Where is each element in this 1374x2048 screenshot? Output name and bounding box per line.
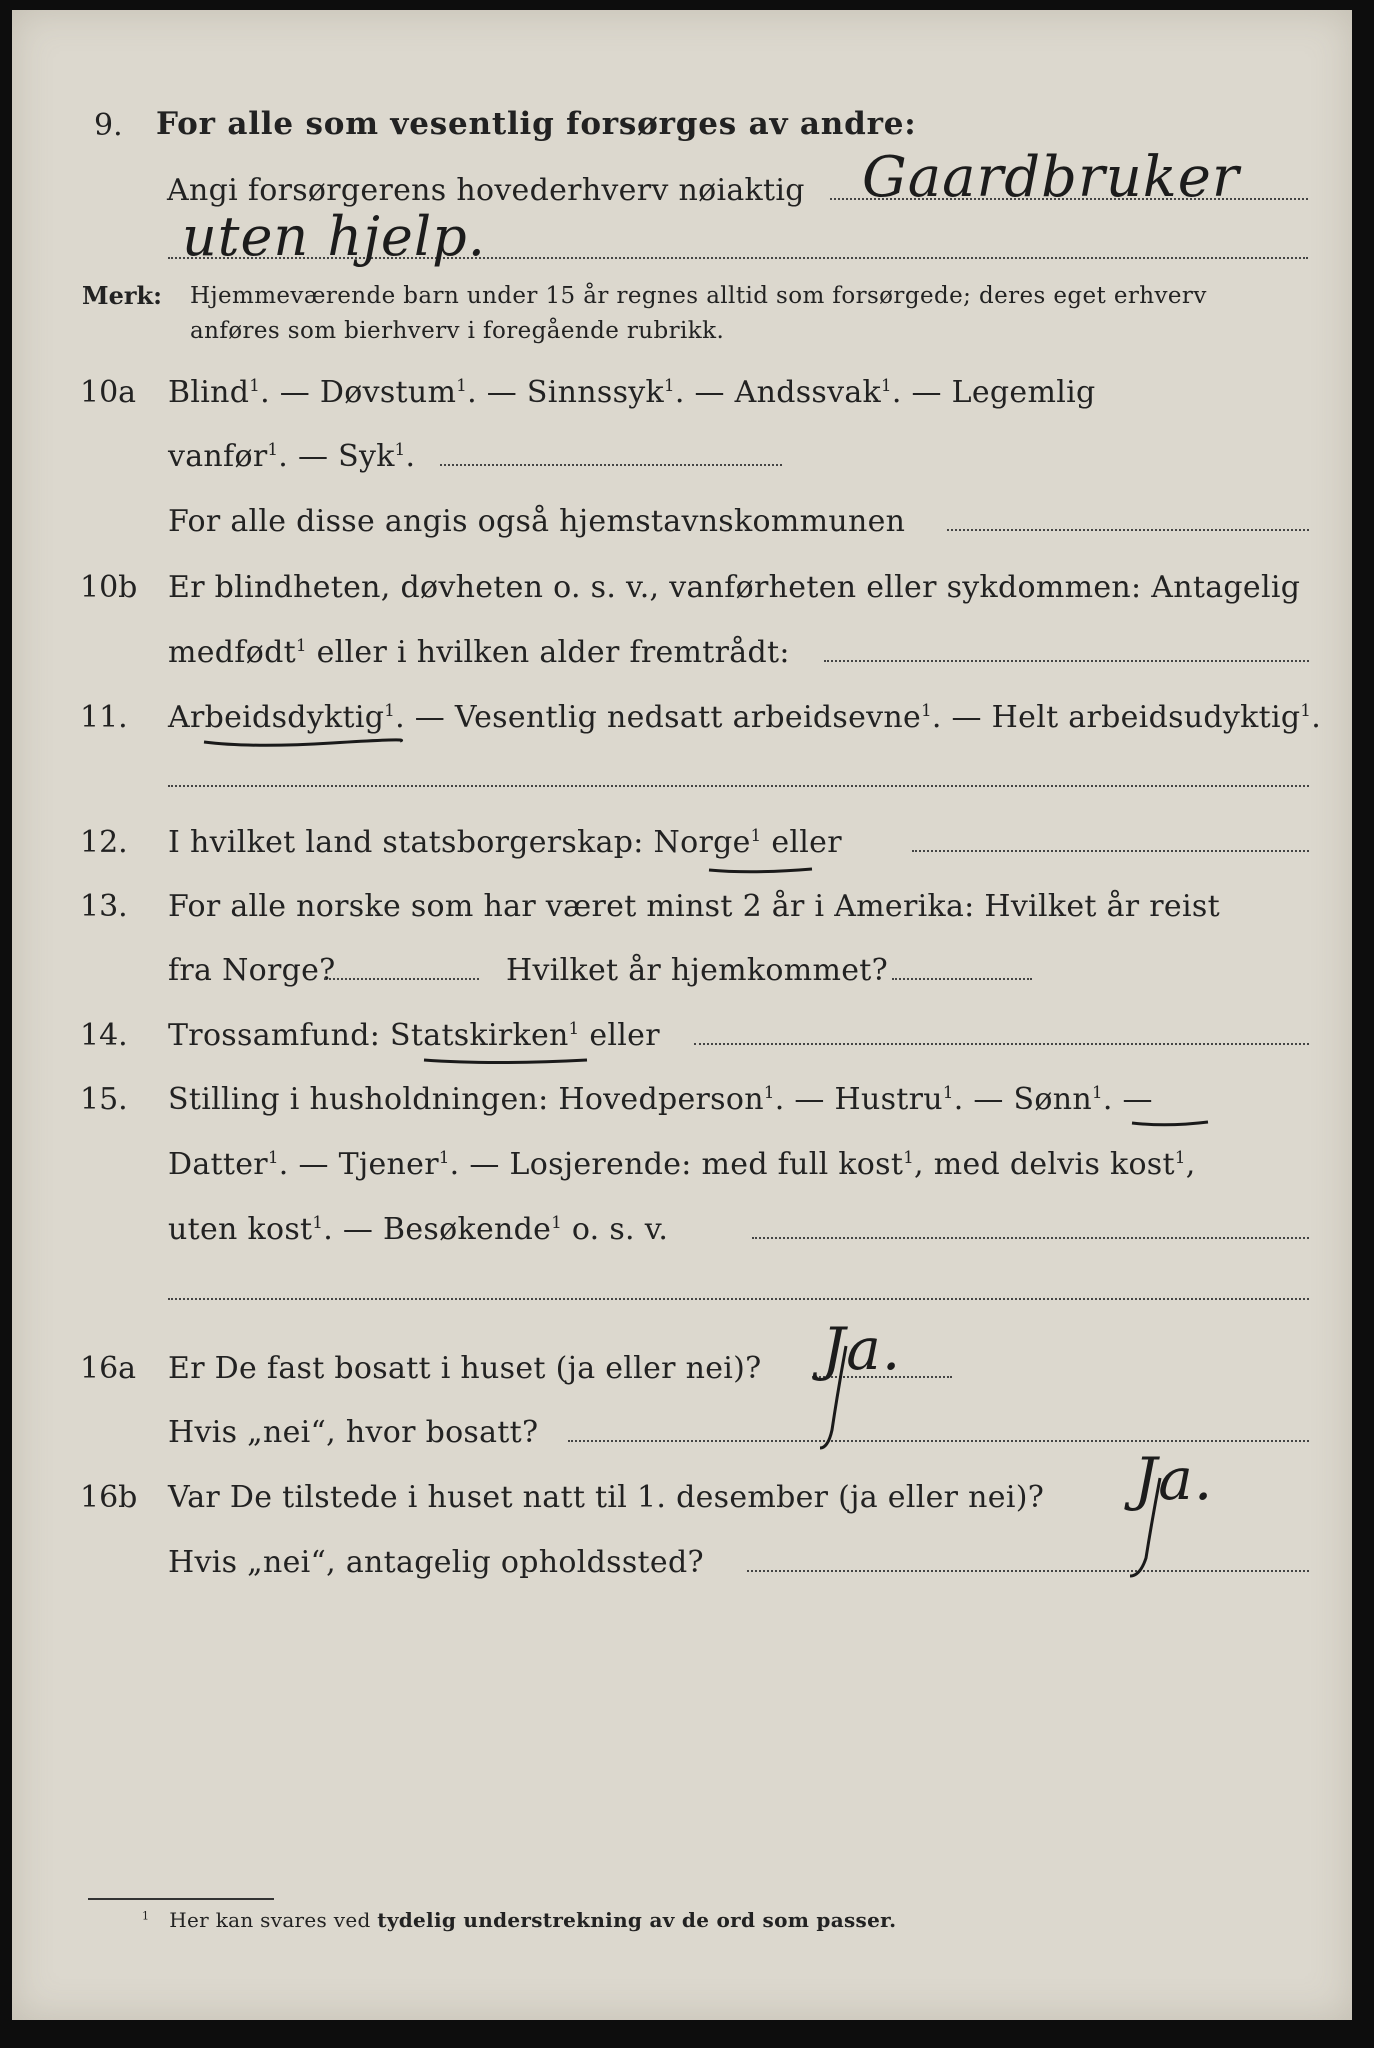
- q16b-number: 16b: [80, 1480, 138, 1515]
- q16a-line-1: Er De fast bosatt i huset (ja eller nei)?: [168, 1351, 762, 1386]
- q16a-number: 16a: [80, 1351, 137, 1386]
- q10a-number: 10a: [80, 375, 137, 410]
- merk-line-1: Hjemmeværende barn under 15 år regnes alltid som forsørgede; deres eget erhverv: [190, 283, 1207, 309]
- q9-line: Angi forsørgerens hovederhverv nøiaktig: [167, 173, 805, 208]
- q9-answer-2: uten hjelp.: [182, 205, 486, 268]
- q10a-line-1: Blind$^1$. — Døvstum$^1$. — Sinnssyk$^1$. — Andssvak$^1$. — Legemlig: [168, 375, 1096, 410]
- underline-norge: [709, 869, 812, 872]
- q12-number: 12.: [80, 825, 128, 860]
- q16b-line-2: Hvis „nei“, antagelig opholdssted?: [168, 1545, 704, 1580]
- q10b-line-1: Er blindheten, døvheten o. s. v., vanførheten eller sykdommen: Antagelig: [168, 570, 1301, 605]
- q13-line-1: For alle norske som har været minst 2 år i Amerika: Hvilket år reist: [168, 889, 1220, 924]
- q12-line: I hvilket land statsborgerskap: Norge$^1$ eller: [168, 825, 842, 860]
- q16b-line-1: Var De tilstede i huset natt til 1. desember (ja eller nei)?: [168, 1480, 1045, 1515]
- q10a-line-2: vanfør$^1$. — Syk$^1$.: [168, 439, 416, 474]
- q16b-answer: Ja.: [1134, 1445, 1214, 1513]
- q10b-number: 10b: [80, 570, 138, 605]
- ja-stroke-16a: [820, 1346, 846, 1448]
- merk-line-2: anføres som bierhverv i foregående rubrikk.: [190, 318, 725, 344]
- q11-number: 11.: [80, 700, 128, 735]
- q11-line: Arbeidsdyktig$^1$. — Vesentlig nedsatt arbeidsevne$^1$. — Helt arbeidsudyktig$^1$.: [168, 700, 1322, 735]
- ja-stroke-16b: [1130, 1478, 1160, 1576]
- q15-opt-sonn: Sønn: [1013, 1082, 1093, 1117]
- q13-number: 13.: [80, 889, 128, 924]
- q15-number: 15.: [80, 1082, 128, 1117]
- q14-line: Trossamfund: Statskirken$^1$ eller: [168, 1018, 660, 1053]
- q13-line-2b: Hvilket år hjemkommet?: [506, 953, 889, 988]
- q9-number: 9.: [94, 108, 123, 143]
- q15-line-1: Stilling i husholdningen: Hovedperson$^1$. — Hustru$^1$. — Sønn$^1$. —: [168, 1082, 1153, 1117]
- q10b-line-2: medfødt$^1$ eller i hvilken alder fremtrådt:: [168, 635, 790, 670]
- q14-opt-statskirken: Statskirken: [390, 1018, 569, 1053]
- q15-line-3: uten kost$^1$. — Besøkende$^1$ o. s. v.: [168, 1212, 669, 1247]
- q15-line-2: Datter$^1$. — Tjener$^1$. — Losjerende: med full kost$^1$, med delvis kost$^1$,: [168, 1147, 1196, 1182]
- q10a-line-3: For alle disse angis også hjemstavnskommunen: [168, 504, 906, 539]
- q12-opt-norge: Norge: [653, 825, 751, 860]
- handwritten-marks: [12, 10, 1352, 2020]
- underline-statskirken: [424, 1060, 587, 1063]
- q16a-answer: Ja.: [822, 1315, 902, 1383]
- q9-answer-1: Gaardbruker: [862, 145, 1240, 210]
- underline-sonn: [1132, 1122, 1208, 1125]
- q11-opt-arbeidsdyktig: Arbeidsdyktig: [168, 700, 385, 735]
- q16a-line-2: Hvis „nei“, hvor bosatt?: [168, 1415, 539, 1450]
- footnote: $^1$ Her kan svares ved tydelig understrekning av de ord som passer.: [142, 1908, 897, 1932]
- q9-heading: For alle som vesentlig forsørges av andre:: [156, 106, 917, 142]
- underline-arbeidsdyktig: [204, 740, 402, 745]
- q13-line-2a: fra Norge?: [168, 953, 336, 988]
- merk-label: Merk:: [82, 281, 162, 310]
- census-form-page: [12, 10, 1352, 2020]
- q14-number: 14.: [80, 1018, 128, 1053]
